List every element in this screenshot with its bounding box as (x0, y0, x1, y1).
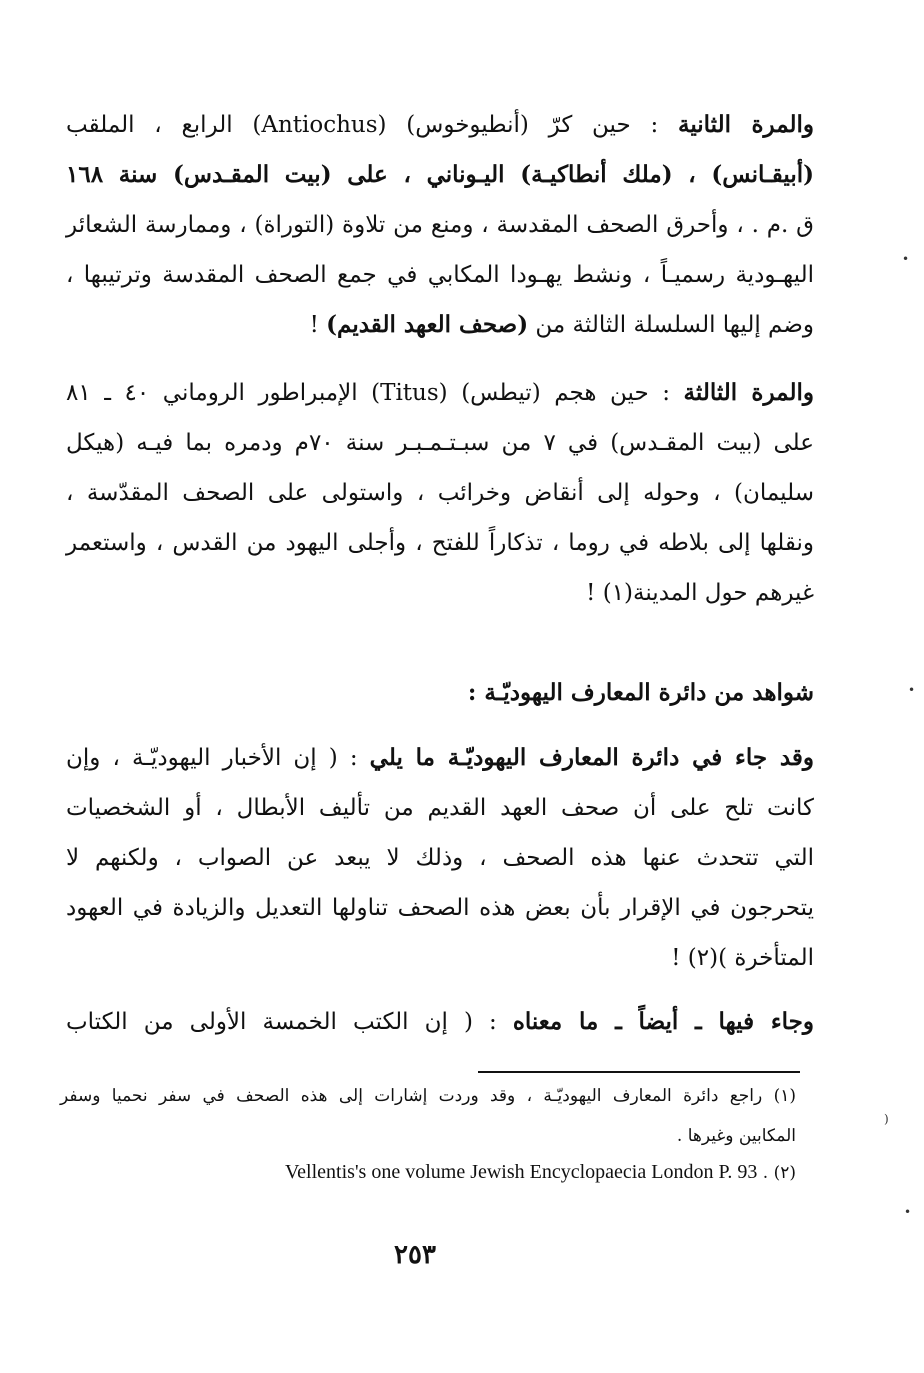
text-line (66, 997, 814, 1047)
line-text: : ( إن الأخبار اليهوديّـة ، وإن (66, 745, 370, 771)
text-line: على (بيت المقـدس) في ٧ من سبـتـمـبـر سنة ٧٠م ودمره بما فيـه (هيكل (66, 430, 814, 456)
text-line: التي تتحدث عنها هذه الصحف ، وذلك لا يبعد عن الصواب ، ولكنهم لا (66, 845, 814, 871)
text-line: سليمان) ، وحوله إلى أنقاض وخرائب ، واستولى على الصحف المقدّسة ، (66, 480, 814, 506)
text-line: (أبيقـانس) ، (ملك أنطاكيـة) اليـوناني ، على (بيت المقـدس) سنة ١٦٨ (66, 161, 814, 188)
text-line: المتأخرة )(٢) ! (671, 945, 814, 971)
text-line: يتحرجون في الإقرار بأن بعض هذه الصحف تناولها التعديل والزيادة في العهود (66, 895, 814, 921)
line-text: : حين كرّ (أنطيوخوس) (Antiochus) الرابع ، الملقب (66, 112, 678, 138)
heading-text: شواهد من دائرة المعارف اليهوديّـة : (467, 679, 814, 706)
bold-lead: وجاء فيها ـ أيضاً ـ ما معناه (512, 1008, 814, 1035)
text-line (66, 300, 814, 350)
paragraph-third-time (66, 368, 814, 618)
line-text: وضم إليها السلسلة الثالثة من (528, 312, 814, 338)
scan-speck: ) (884, 1112, 889, 1126)
paragraph-also-came (66, 997, 814, 1047)
bold-lead: والمرة الثالثة (683, 379, 814, 406)
line-text: : حين هجم (تيطس) (Titus) الإمبراطور الروماني ٤٠ ـ ٨١ (66, 380, 684, 406)
section-heading (66, 668, 814, 718)
paragraph-encyclopedia-quote (66, 733, 814, 983)
text-line (66, 368, 814, 418)
scan-speck: • (908, 683, 916, 697)
paragraph-second-time (66, 100, 814, 350)
line-text: : ( إن الكتب الخمسة الأولى من الكتاب (66, 1009, 513, 1035)
scan-speck: • (904, 1205, 912, 1219)
footnote-1: (١) راجع دائرة المعارف اليهوديّـة ، وقد وردت إشارات إلى هذه الصحف في سفر نحميا وسفر (60, 1086, 796, 1106)
scan-speck: • (902, 252, 910, 266)
text-line (66, 100, 814, 150)
line-text: ! (309, 312, 327, 338)
text-line: كانت تلح على أن صحف العهد القديم من تأليف الأبطال ، أو الشخصيات (66, 795, 814, 821)
text-line: ق .م . ، وأحرق الصحف المقدسة ، ومنع من تلاوة (التوراة) ، وممارسة الشعائر (66, 212, 814, 238)
text-line (66, 733, 814, 783)
bold-lead: وقد جاء في دائرة المعارف اليهوديّـة ما يلي (369, 744, 814, 771)
footnote-2-citation: Vellentis's one volume Jewish Encyclopaecia London P. 93 (284, 1161, 758, 1183)
bold-phrase: (صحف العهد القديم) (326, 311, 529, 338)
text-line: اليهـودية رسميـاً ، ونشط يهـودا المكابي في جمع الصحف المقدسة وترتيبها ، (66, 262, 814, 288)
footnote-2 (60, 1156, 796, 1189)
footnote-divider (478, 1071, 800, 1073)
footnote-2-marker: (٢) . (762, 1163, 796, 1183)
text-line: ونقلها إلى بلاطه في روما ، تذكاراً للفتح ، وأجلى اليهود من القدس ، واستعمر (66, 530, 814, 556)
footnote-1-continuation: المكابين وغيرها . (676, 1126, 796, 1146)
text-line: غيرهم حول المدينة(١) ! (586, 580, 814, 606)
bold-lead: والمرة الثانية (677, 111, 815, 138)
page-number: ٢٥٣ (394, 1240, 436, 1270)
